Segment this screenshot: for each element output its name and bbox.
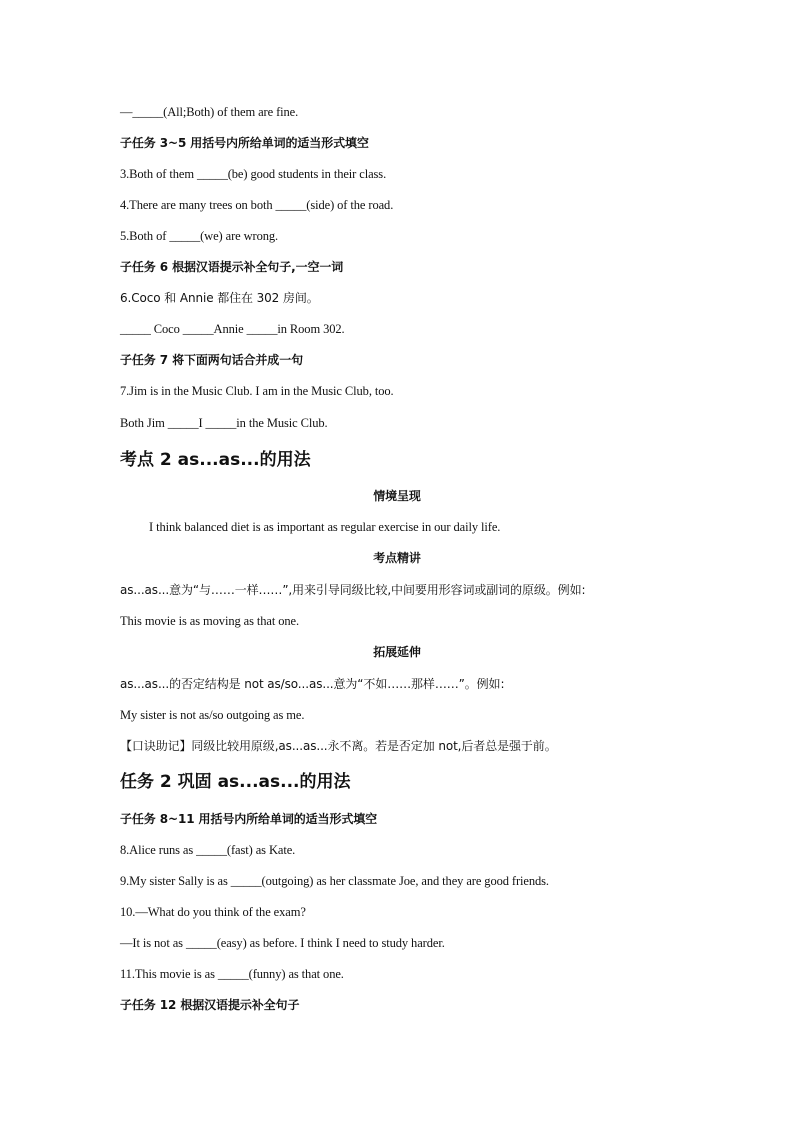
subtask-heading-6: 子任务 6 根据汉语提示补全句子,一空一词 <box>120 260 344 274</box>
section-heading-point-2: 考点 2 as...as...的用法 <box>120 450 311 470</box>
mnemonic-tip: 【口诀助记】同级比较用原级,as...as...永不离。若是否定加 not,后者总是强于前。 <box>120 739 557 753</box>
label-extension: 拓展延伸 <box>373 645 421 659</box>
question-6-prompt: 6.Coco 和 Annie 都住在 302 房间。 <box>120 291 319 305</box>
subtask-heading-8-11: 子任务 8~11 用括号内所给单词的适当形式填空 <box>120 812 378 826</box>
explanation-example: This movie is as moving as that one. <box>120 614 300 628</box>
subtask-heading-3-5: 子任务 3~5 用括号内所给单词的适当形式填空 <box>120 136 369 150</box>
question-10: 10.—What do you think of the exam? <box>120 905 306 919</box>
question-5: 5.Both of _____(we) are wrong. <box>120 229 279 243</box>
subtask-heading-12: 子任务 12 根据汉语提示补全句子 <box>120 998 300 1012</box>
question-10-answer-line: —It is not as _____(easy) as before. I think I need to study harder. <box>120 936 445 950</box>
extension-example: My sister is not as/so outgoing as me. <box>120 708 305 722</box>
explanation-text: as...as...意为“与……一样……”,用来引导同级比较,中间要用形容词或副词的原级。例如: <box>120 583 586 597</box>
question-3: 3.Both of them _____(be) good students in their class. <box>120 167 387 181</box>
answer-line-all-both: —_____(All;Both) of them are fine. <box>120 105 299 119</box>
question-11: 11.This movie is as _____(funny) as that one. <box>120 967 344 981</box>
question-8: 8.Alice runs as _____(fast) as Kate. <box>120 843 296 857</box>
question-7-blanks: Both Jim _____I _____in the Music Club. <box>120 416 328 430</box>
label-situation: 情境呈现 <box>373 489 421 503</box>
extension-text: as...as...的否定结构是 not as/so...as...意为“不如……那样……”。例如: <box>120 677 505 691</box>
question-7-prompt: 7.Jim is in the Music Club. I am in the Music Club, too. <box>120 384 394 398</box>
question-4: 4.There are many trees on both _____(side) of the road. <box>120 198 394 212</box>
situation-example: I think balanced diet is as important as regular exercise in our daily life. <box>149 520 501 534</box>
question-6-blanks: _____ Coco _____Annie _____in Room 302. <box>120 322 345 336</box>
subtask-heading-7: 子任务 7 将下面两句话合并成一句 <box>120 353 304 367</box>
section-heading-task-2: 任务 2 巩固 as...as...的用法 <box>120 772 351 792</box>
label-explanation: 考点精讲 <box>373 551 421 565</box>
question-9: 9.My sister Sally is as _____(outgoing) as her classmate Joe, and they are good friends. <box>120 874 549 888</box>
